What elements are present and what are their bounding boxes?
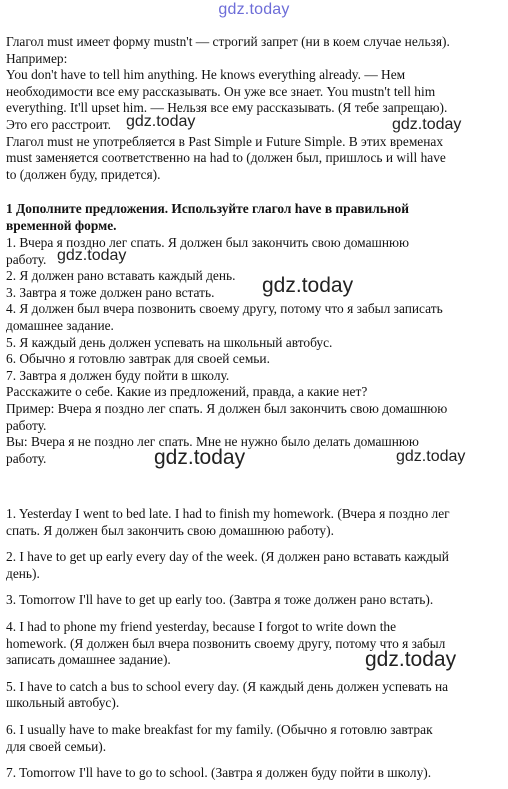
- watermark: gdz.today: [262, 274, 354, 297]
- theory-line: everything. It'll upset him. — Нельзя все ему рассказывать. (Я тебе запрещаю).: [6, 100, 448, 116]
- watermark: gdz.today: [57, 247, 127, 264]
- answer-line: записать домашнее задание).: [6, 652, 171, 668]
- theory-line: Это его расстроит.: [6, 116, 111, 132]
- theory-line: необходимости все ему рассказывать. Он уже все знает. You mustn't tell him: [6, 83, 436, 99]
- answer-line: 2. I have to get up early every day of the week. (Я должен рано вставать каждый: [6, 549, 449, 565]
- answer-6: [6, 722, 502, 755]
- watermark: gdz.today: [126, 113, 196, 130]
- theory-line: Например:: [6, 50, 68, 66]
- site-header-watermark: gdz.today: [218, 1, 290, 18]
- task-title: [6, 201, 502, 234]
- answer-3: [6, 592, 502, 609]
- task-items: [6, 235, 502, 467]
- task-item: работу.: [6, 417, 47, 433]
- task-item: 2. Я должен рано вставать каждый день.: [6, 268, 236, 284]
- task-item: работу.: [6, 450, 47, 466]
- watermark: gdz.today: [392, 116, 462, 133]
- theory-line: You don't have to tell him anything. He knows everything already. — Нем: [6, 67, 406, 83]
- task-item: 7. Завтра я должен буду пойти в школу.: [6, 367, 230, 383]
- theory-section: [6, 34, 502, 183]
- task-title-line: 1 Дополните предложения. Используйте глагол have в правильной: [6, 201, 409, 216]
- task-item: 3. Завтра я тоже должен рано встать.: [6, 284, 215, 300]
- answer-line: 4. I had to phone my friend yesterday, because I forgot to write down the: [6, 618, 397, 634]
- watermark: gdz.today: [154, 446, 246, 469]
- theory-line: Глагол must имеет форму mustn't — строгий запрет (ни в коем случае нельзя).: [6, 34, 450, 49]
- answer-line: день).: [6, 565, 40, 581]
- task-item: Пример: Вчера я поздно лег спать. Я должен был закончить свою домашнюю: [6, 400, 448, 416]
- answer-line: 7. Tomorrow I'll have to go to school. (Завтра я должен буду пойти в школу).: [6, 765, 432, 781]
- answers-section: [6, 506, 502, 782]
- task-item: 4. Я должен был вчера позвонить своему другу, потому что я забыл записать: [6, 301, 443, 317]
- answer-line: 5. I have to catch a bus to school every day. (Я каждый день должен успевать на: [6, 678, 449, 694]
- task-item: Вы: Вчера я не поздно лег спать. Мне не нужно было делать домашнюю: [6, 434, 419, 450]
- answer-2: [6, 549, 502, 582]
- answer-line: 3. Tomorrow I'll have to get up early too. (Завтра я тоже должен рано встать).: [6, 592, 434, 608]
- task-item: домашнее задание.: [6, 317, 114, 333]
- watermark: gdz.today: [396, 448, 466, 465]
- task-item: работу.: [6, 251, 47, 267]
- answer-line: 1. Yesterday I went to bed late. I had to finish my homework. (Вчера я поздно лег: [6, 506, 450, 521]
- answer-5: [6, 679, 502, 712]
- answer-line: для своей семьи).: [6, 738, 107, 754]
- answer-7: [6, 765, 502, 782]
- answer-line: homework. (Я должен был вчера позвонить своему другу, потому что я забыл: [6, 635, 446, 651]
- theory-line: must заменяется соответственно на had to (должен был, пришлось и will have: [6, 150, 446, 166]
- watermark: gdz.today: [365, 648, 457, 671]
- theory-line: to (должен буду, придется).: [6, 166, 161, 182]
- answer-line: спать. Я должен был закончить свою домашнюю работу).: [6, 522, 334, 538]
- task-item: 5. Я каждый день должен успевать на школьный автобус.: [6, 334, 333, 350]
- task-title-line: временной форме.: [6, 217, 117, 233]
- answer-1: [6, 506, 502, 539]
- answer-line: 6. I usually have to make breakfast for my family. (Обычно я готовлю завтрак: [6, 721, 433, 737]
- task-item: 6. Обычно я готовлю завтрак для своей семьи.: [6, 351, 270, 367]
- task-item: 1. Вчера я поздно лег спать. Я должен был закончить свою домашнюю: [6, 235, 409, 250]
- task-item: Расскажите о себе. Какие из предложений, правда, а какие нет?: [6, 384, 368, 400]
- answer-line: школьный автобус).: [6, 695, 120, 711]
- theory-line: Глагол must не употребляется в Past Simple и Future Simple. В этих временах: [6, 133, 444, 149]
